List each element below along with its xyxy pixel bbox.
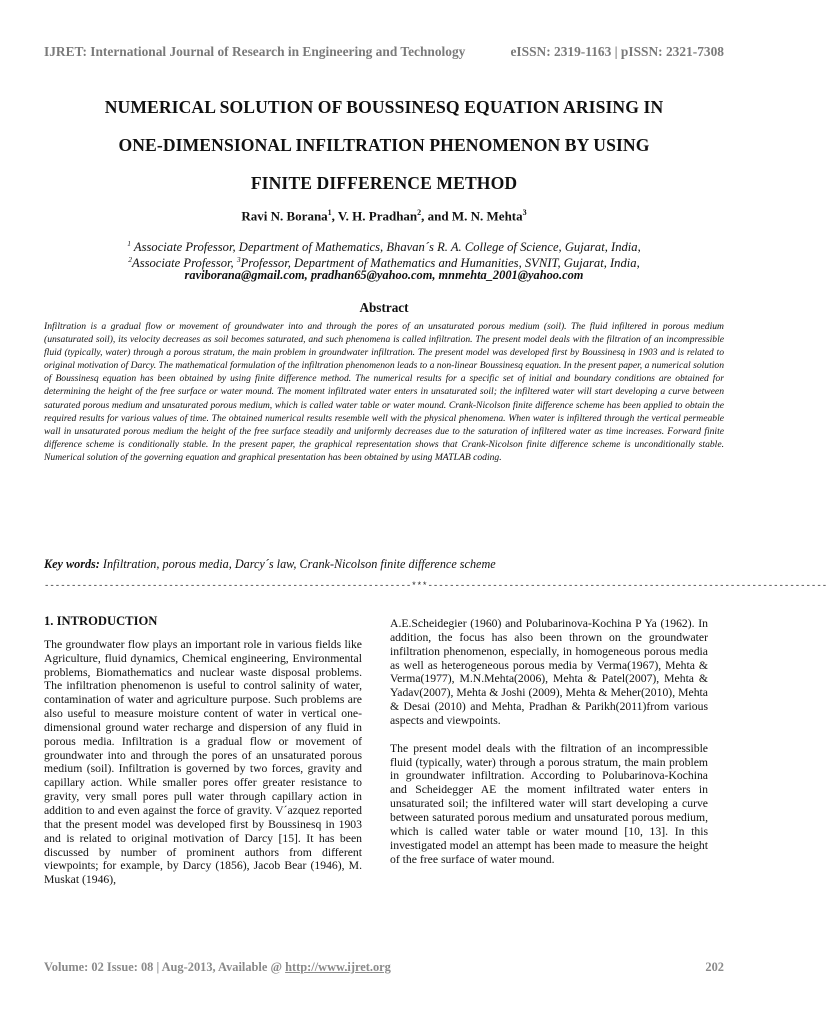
page-footer [44, 960, 724, 975]
intro-paragraph-1: The groundwater flow plays an important role in various fields like Agriculture, fluid dynamics, Chemical engineering, Environmental problems, Biomathematics and nuclear waste disposal problems. The infiltration phenomenon is useful to control salinity of water, contamination of water and agriculture purpose. Such problems are also useful to measure moisture content of water in vertical one-dimensional ground water recharge and dispersion of any fluid in porous media. Infiltration is a gradual flow or movement of groundwater into and through the pores of an unsaturated porous medium (soil). Infiltration is governed by two forces, gravity and capillary action. While smaller pores offer greater resistance to gravity, very small pores pull water through capillary action in addition to and even against the force of gravity. V´azquez reported that the present model was developed first by Boussinesq in 1903 and is related to original motivation of Darcy [15]. It has been discussed by number of prominent authors from different viewpoints; for example, by Darcy (1856), Jacob Bear (1946), M. Muskat (1946), [44, 637, 362, 887]
journal-name: IJRET: International Journal of Research in Engineering and Technology [44, 44, 466, 59]
author-2: , V. H. Pradhan [331, 208, 418, 224]
affiliation-2-marker: 2 [128, 255, 132, 264]
affiliation-2-text: Associate Professor, [132, 256, 234, 271]
running-header [44, 44, 724, 60]
author-emails: raviborana@gmail.com, pradhan65@yahoo.com, mnmehta_2001@yahoo.com [184, 268, 584, 282]
author-3: , and M. N. Mehta [421, 208, 523, 224]
footer-volume-text: Volume: 02 Issue: 08 | Aug-2013, Available @ [44, 960, 282, 974]
section-separator: --------------------------------------------------------------------***-------------------------------------------------------------------------- [44, 581, 827, 591]
journal-website-link[interactable]: http://www.ijret.org [285, 960, 391, 974]
title-line-1: NUMERICAL SOLUTION OF BOUSSINESQ EQUATION ARISING IN [104, 97, 664, 117]
author-1-marker: 1 [327, 208, 332, 217]
issn-numbers: eISSN: 2319-1163 | pISSN: 2321-7308 [510, 44, 724, 59]
affiliation-1-marker: 1 [127, 239, 131, 248]
footer-volume [44, 960, 391, 975]
author-1: Ravi N. Borana [241, 208, 328, 224]
section-heading-introduction: 1. INTRODUCTION [44, 614, 158, 628]
paper-title [44, 88, 724, 202]
abstract-text: Infiltration is a gradual flow or movement of groundwater into and through the pores of an unsaturated porous medium (soil). The fluid infiltered in porous medium (unsaturated soil), its velocity decreases as soil becomes saturated, and such phenomena is called infiltration. The present model deals with the filtration of an incompressible fluid (typically, water) through a porous stratum, the main problem in groundwater infiltration. The present model was developed first by Boussinesq in 1903 and is related to original motivation of Darcy. The mathematical formulation of the infiltration phenomenon leads to a non-linear Boussinesq equation. In the present paper, a numerical solution of Boussinesq equation has been obtained by using finite difference method. The numerical results for a specific set of initial and boundary conditions are obtained for determining the height of the free surface or water mound. The moment infiltrated water enters in unsaturated soil; the infiltered water will start developing a curve between saturated porous medium and unsaturated porous medium, which is called water table or water mound. Crank-Nicolson finite difference scheme has been applied to obtain the required results for various values of time. The obtained numerical results resemble well with the physical phenomena. When water is infiltered through the vertical permeable wall in unsaturated porous medium the height of the free surface steadily and uniformly decreases due to the saturation of infiltered water as time increases. Forward finite difference scheme is conditionally stable. In the present paper, the graphical representation shows that Crank-Nicolson finite difference scheme is unconditionally stable. Numerical solution of the governing equation and graphical presentation has been obtained by using MATLAB coding. [44, 321, 724, 463]
affiliation-3-marker: 3 [236, 255, 241, 264]
keywords [44, 557, 724, 572]
title-line-2: ONE-DIMENSIONAL INFILTRATION PHENOMENON BY USING [118, 135, 650, 155]
keywords-text: Infiltration, porous media, Darcy´s law, Crank-Nicolson finite difference scheme [102, 557, 496, 571]
author-list [0, 208, 768, 224]
left-column [44, 613, 362, 901]
page-number: 202 [705, 960, 724, 974]
author-3-marker: 3 [522, 208, 527, 217]
right-column [390, 617, 708, 880]
title-line-3: FINITE DIFFERENCE METHOD [250, 173, 518, 193]
intro-paragraph-3: The present model deals with the filtration of an incompressible fluid (typically, water) through a porous stratum, the main problem in groundwater infiltration. According to Polubarinova-Kochina and Scheidegger AE the moment infiltrated water enters in unsaturated soil; the infiltered water will start developing a curve between saturated porous medium and unsaturated porous medium, which is called water table or water mound [10, 13]. In this investigated model an attempt has been made to measure the height of the free surface of water mound. [390, 741, 708, 866]
intro-paragraph-2: A.E.Scheidegier (1960) and Polubarinova-Kochina P Ya (1962). In addition, the focus has also been thrown on the groundwater infiltration phenomenon, especially, in homogeneous porous media as well as heterogeneous porous media by Verma(1967), Mehta & Verma(1977), M.N.Mehta(2006), Mehta & Patel(2007), Mehta & Yadav(2007), Mehta & Joshi (2009), Mehta & Meher(2010), Mehta & Desai (2010) and Mehta, Pradhan & Parikh(2011)from various aspects and viewpoints. [390, 617, 708, 727]
affiliation-1-text: Associate Professor, Department of Mathematics, Bhavan´s R. A. College of Science, Gujarat, India, [133, 240, 641, 255]
abstract-heading: Abstract [359, 300, 409, 315]
keywords-label: Key words: [44, 557, 100, 571]
author-2-marker: 2 [417, 208, 422, 217]
affiliation-3-text: Professor, Department of Mathematics and Humanities, SVNIT, Gujarat, India, [240, 256, 640, 271]
